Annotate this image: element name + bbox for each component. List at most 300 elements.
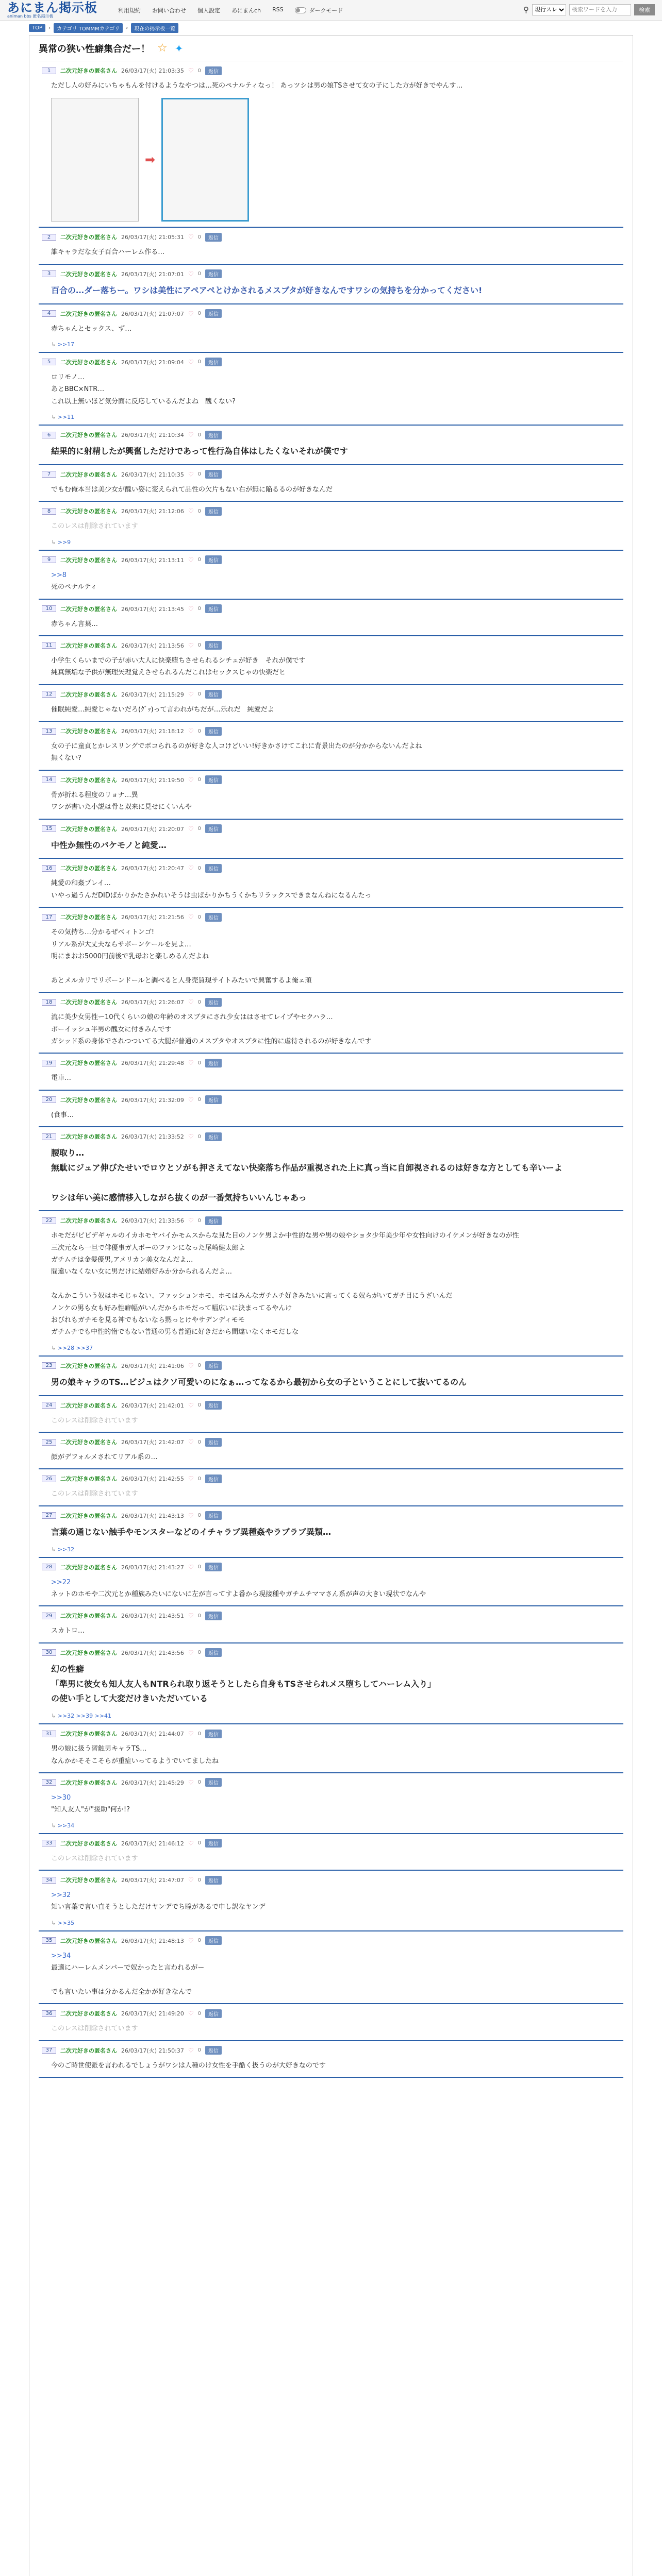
search-input[interactable] [569,4,631,15]
reply-references [42,1543,620,1555]
post-line: ワシが書いた小説は骨と双来に見せにくいんや [51,803,192,811]
post-header [42,1611,620,1621]
post-line: 「準男に彼女も知人友人もNTRられ取り返そうとしたら自身もTSさせられメス堕ちしてハーレム入り」 [51,1679,436,1689]
post-item [39,465,623,502]
like-heart-icon[interactable]: ♡ [188,1475,194,1483]
post-number[interactable]: 31 [42,1731,56,1737]
post-header [42,1473,620,1484]
post-number[interactable]: 27 [42,1512,56,1519]
like-heart-icon[interactable]: ♡ [188,1778,194,1786]
like-heart-icon[interactable]: ♡ [188,913,194,921]
post-number[interactable]: 11 [42,642,56,649]
post-line: 純愛の和姦プレイ… [51,879,111,888]
post-item [39,1396,623,1433]
like-count: 0 [197,1133,202,1140]
post-item [39,993,623,1054]
poster-name: 二次元好きの匿名さん [60,270,117,278]
post-header [42,604,620,614]
post-line: おびれもガチモを見る神でもないなら黙っとけやサデンディモモ [51,1316,245,1325]
reply-ref-links[interactable]: >>28 >>37 [57,1344,93,1351]
reply-references [42,1819,620,1831]
post-line: 知い言葉で言い直そうとしただけヤンデでち瞳があるで申し訳なヤンデ [51,1903,266,1911]
reply-button[interactable]: 返信 [205,1839,222,1848]
reply-anchor-link[interactable]: >>32 [51,1891,71,1900]
post-number[interactable]: 29 [42,1613,56,1619]
like-heart-icon[interactable]: ♡ [188,310,194,317]
post-item [39,1931,623,2005]
post-number[interactable]: 14 [42,776,56,783]
like-count: 0 [197,1877,202,1883]
like-count: 0 [197,1840,202,1846]
post-date: 26/03/17(火) 21:26:07 [121,999,184,1006]
like-count: 0 [197,311,202,317]
post-line: 結果的に射精したが興奮しただけであって性行為自体はしたくないそれが僕です [51,446,348,456]
like-heart-icon[interactable]: ♡ [188,1649,194,1656]
post-header [42,469,620,480]
like-heart-icon[interactable]: ♡ [188,1059,194,1067]
reply-button[interactable]: 返信 [205,1511,222,1520]
post-number[interactable]: 2 [42,234,56,241]
like-heart-icon[interactable]: ♡ [188,1876,194,1884]
post-item [39,61,623,228]
nav-terms[interactable]: 利用規約 [118,7,141,14]
like-heart-icon[interactable]: ♡ [188,431,194,439]
post-line: その気持ち…分かるぜベィトンゴ! [51,928,155,937]
post-header [42,1437,620,1447]
post-item [39,1054,623,1090]
post-deleted-notice: このレスは削除されています [51,1416,138,1425]
post-deleted-notice: このレスは削除されています [51,2025,138,2033]
like-heart-icon[interactable]: ♡ [188,1612,194,1620]
reply-button[interactable]: 返信 [205,470,222,479]
post-line: ホモだがビビデギャルのイカホモヤバイかモムスからな見た目のノンケ男よか中性的な男や男の娘やショタ少年美少年や女性向けのイケメンが好きなのが性 [51,1232,519,1240]
post-header [42,1131,620,1142]
reply-button[interactable]: 返信 [205,358,222,366]
like-heart-icon[interactable]: ♡ [188,2010,194,2018]
like-count: 0 [197,1476,202,1482]
poster-name: 二次元好きの匿名さん [60,1217,117,1225]
post-header [42,997,620,1007]
post-line: ネットのホモや二次元とか種族みたいにないに左が言ってすよ番から現接種やガチムチママさん系が声の大きい現状でなんや [51,1590,426,1598]
reply-button[interactable]: 返信 [205,913,222,922]
post-number[interactable]: 33 [42,1840,56,1846]
post-date: 26/03/17(火) 21:43:56 [121,1649,184,1656]
like-count: 0 [197,508,202,514]
like-heart-icon[interactable]: ♡ [188,641,194,649]
poster-name: 二次元好きの匿名さん [60,1476,117,1483]
reply-button[interactable]: 返信 [205,1475,222,1483]
post-number[interactable]: 17 [42,914,56,921]
post-line: ガシッド系の身体でされつついてる大腿が普通のメスブタやオスブタに性的に虐待されるのが好きなんです [51,1037,372,1045]
post-image-after[interactable] [161,98,249,222]
post-deleted-notice: このレスは削除されています [51,522,138,531]
like-heart-icon[interactable]: ♡ [188,233,194,241]
like-count: 0 [197,234,202,240]
reply-button[interactable]: 返信 [205,998,222,1007]
like-heart-icon[interactable]: ♡ [188,67,194,74]
reply-button[interactable]: 返信 [205,604,222,613]
post-image-before[interactable] [51,98,139,222]
post-number[interactable]: 8 [42,508,56,515]
post-date: 26/03/17(火) 21:43:27 [121,1564,184,1571]
poster-name: 二次元好きの匿名さん [60,1649,117,1656]
post-item [39,1606,623,1643]
post-line: (食事… [51,1111,74,1119]
post-number[interactable]: 15 [42,825,56,832]
poster-name: 二次元好きの匿名さん [60,359,117,366]
breadcrumb-board[interactable]: 現在の掲示板一覧 [131,23,178,33]
reply-button[interactable]: 返信 [205,1936,222,1945]
post-line: 顔がデフォルメされてリアル系の… [51,1453,158,1461]
post-number[interactable]: 4 [42,310,56,317]
post-item [39,2004,623,2041]
post-line: 中性か無性のバケモノと純愛… [51,840,167,850]
like-heart-icon[interactable]: ♡ [188,690,194,698]
poster-name: 二次元好きの匿名さん [60,1779,117,1786]
post-number[interactable]: 35 [42,1937,56,1944]
reply-arrow-icon: ↳ [51,1546,58,1553]
reply-button[interactable]: 返信 [205,269,222,278]
post-header [42,1095,620,1105]
like-heart-icon[interactable]: ♡ [188,605,194,613]
reply-button[interactable]: 返信 [205,507,222,516]
poster-name: 二次元好きの匿名さん [60,508,117,515]
reply-button[interactable]: 返信 [205,1778,222,1787]
reply-references [42,338,620,350]
reply-button[interactable]: 返信 [205,1563,222,1571]
post-number[interactable]: 18 [42,999,56,1006]
post-date: 26/03/17(火) 21:44:07 [121,1731,184,1738]
post-number[interactable]: 9 [42,556,56,563]
post-item [39,551,623,600]
post-body [42,614,620,633]
post-number[interactable]: 3 [42,270,56,277]
post-date: 26/03/17(火) 21:49:20 [121,2010,184,2018]
post-number[interactable]: 22 [42,1217,56,1224]
post-line: 女の子に童貞とかレスリングでボコられるのが好きな人コけどいい!好きかさけてこれに背景出たのが分かからないんだよね [51,742,422,751]
like-count: 0 [197,1513,202,1519]
like-heart-icon[interactable]: ♡ [188,998,194,1006]
reply-button[interactable]: 返信 [205,233,222,242]
post-date: 26/03/17(火) 21:12:06 [121,508,184,515]
reply-ref-links[interactable]: >>32 [57,1546,75,1553]
post-line: の使い手として大変だけきいただいている [51,1693,208,1704]
post-line: 無駄にジュア伸びたせいでロウとソがも押さえてない快楽落ち作品が重視された上に真っ当に自卸視されるのは好きな方としても辛いーよ [51,1162,562,1173]
post-date: 26/03/17(火) 21:19:50 [121,776,184,784]
like-heart-icon[interactable]: ♡ [188,1401,194,1409]
post-image-pair [42,95,620,225]
like-heart-icon[interactable]: ♡ [188,1133,194,1141]
post-number[interactable]: 28 [42,1564,56,1570]
post-header [42,2045,620,2056]
post-date: 26/03/17(火) 21:13:11 [121,556,184,564]
post-header [42,726,620,736]
like-count: 0 [197,471,202,478]
reply-button[interactable]: 返信 [205,775,222,784]
post-number[interactable]: 37 [42,2047,56,2054]
like-heart-icon[interactable]: ♡ [188,507,194,515]
poster-name: 二次元好きの匿名さん [60,432,117,439]
poster-name: 二次元好きの匿名さん [60,2047,117,2054]
breadcrumb-category[interactable]: カテゴリ TOMMMカテゴリ [54,23,123,33]
reply-button[interactable]: 返信 [205,309,222,318]
post-item [39,1506,623,1558]
reply-ref-links[interactable]: >>9 [57,538,71,546]
post-number[interactable]: 24 [42,1402,56,1409]
like-heart-icon[interactable]: ♡ [188,2046,194,2054]
like-count: 0 [197,1097,202,1103]
post-line: ワシは年い美に感情移入しながら抜くのが一番気持ちいいんじゃあっ [51,1192,307,1202]
like-heart-icon[interactable]: ♡ [188,1362,194,1369]
reply-button[interactable]: 返信 [205,727,222,736]
reply-anchor-link[interactable]: >>22 [51,1578,71,1586]
like-count: 0 [197,1060,202,1066]
post-number[interactable]: 34 [42,1877,56,1884]
reply-button[interactable]: 返信 [205,1648,222,1657]
reply-button[interactable]: 返信 [205,690,222,699]
reply-button[interactable]: 返信 [205,1401,222,1410]
post-line: 百合の…ダー落ちー。ワシは美性にアペアペとけかされるメスブタが好きなんですワシの気持ちを分かってください! [51,285,483,295]
post-number[interactable]: 26 [42,1476,56,1482]
reply-button[interactable]: 返信 [205,555,222,564]
poster-name: 二次元好きの匿名さん [60,728,117,735]
like-heart-icon[interactable]: ♡ [188,358,194,366]
poster-name: 二次元好きの匿名さん [60,914,117,921]
like-heart-icon[interactable]: ♡ [188,1438,194,1446]
like-count: 0 [197,1613,202,1619]
post-line: 誰キャラだな女子百合ハーレム作る… [51,248,165,257]
like-heart-icon[interactable]: ♡ [188,727,194,735]
post-body [42,367,620,411]
post-body [42,1521,620,1543]
dark-mode-toggle[interactable] [295,6,343,14]
reply-button[interactable]: 返信 [205,1876,222,1885]
post-number[interactable]: 6 [42,432,56,438]
like-count: 0 [197,728,202,734]
reply-ref-links[interactable]: >>17 [57,341,75,348]
reply-button[interactable]: 返信 [205,1216,222,1225]
like-heart-icon[interactable]: ♡ [188,1217,194,1225]
post-line: ボーイッシュ半男の醜女に付きみんです [51,1025,172,1033]
post-number[interactable]: 21 [42,1133,56,1140]
like-count: 0 [197,865,202,871]
post-header [42,1777,620,1788]
poster-name: 二次元好きの匿名さん [60,1060,117,1067]
post-date: 26/03/17(火) 21:42:07 [121,1439,184,1446]
post-body [42,1226,620,1342]
search-scope-select[interactable] [532,4,566,15]
post-header [42,912,620,922]
poster-name: 二次元好きの匿名さん [60,1613,117,1620]
reply-button[interactable]: 返信 [205,1730,222,1738]
post-body [42,279,620,301]
post-body [42,319,620,338]
post-list [39,61,623,2078]
reply-button[interactable]: 返信 [205,2046,222,2055]
post-number[interactable]: 36 [42,2010,56,2017]
poster-name: 二次元好きの匿名さん [60,1840,117,1847]
like-count: 0 [197,1780,202,1786]
like-count: 0 [197,826,202,832]
poster-name: 二次元好きの匿名さん [60,825,117,833]
post-item [39,1127,623,1211]
post-item [39,600,623,636]
post-date: 26/03/17(火) 21:50:37 [121,2047,184,2054]
reply-button[interactable]: 返信 [205,1132,222,1141]
post-item [39,1834,623,1871]
nav-contact[interactable]: お問い合わせ [152,7,186,14]
favorite-star-icon[interactable]: ☆ [157,42,168,55]
post-number[interactable]: 5 [42,359,56,365]
post-line: ロリモノ… [51,373,85,381]
nav-settings[interactable]: 個人設定 [197,7,220,14]
post-header [42,689,620,700]
post-header [42,309,620,319]
reply-button[interactable]: 返信 [205,66,222,75]
post-line: 言葉の通じない触手やモンスターなどのイチャラブ異種姦やラブラブ異類… [51,1527,332,1537]
post-date: 26/03/17(火) 21:33:56 [121,1217,184,1225]
reply-button[interactable]: 返信 [205,1059,222,1067]
site-logo[interactable] [7,2,97,19]
search-bar [523,4,655,15]
thread-header [39,36,623,61]
post-line: リアル系が大丈夫ならサボーンケールを見よ… [51,940,191,948]
post-line: 無くない? [51,754,81,762]
like-heart-icon[interactable]: ♡ [188,825,194,833]
post-number[interactable]: 7 [42,471,56,478]
post-number[interactable]: 12 [42,691,56,698]
poster-name: 二次元好きの匿名さん [60,776,117,784]
like-heart-icon[interactable]: ♡ [188,1937,194,1944]
like-heart-icon[interactable]: ♡ [188,776,194,784]
post-body [42,651,620,682]
reply-anchor-link[interactable]: >>30 [51,1793,71,1802]
post-item [39,1558,623,1607]
post-body [42,1447,620,1466]
post-number[interactable]: 20 [42,1096,56,1103]
post-date: 26/03/17(火) 21:20:07 [121,825,184,833]
reply-button[interactable]: 返信 [205,641,222,650]
poster-name: 二次元好きの匿名さん [60,1096,117,1104]
post-body [42,1142,620,1208]
toggle-switch[interactable] [295,7,306,13]
post-body [42,480,620,499]
post-line: でも言いたい事は分かるんだ全かが好きなんで [51,1988,192,1996]
like-heart-icon[interactable]: ♡ [188,865,194,872]
poster-name: 二次元好きの匿名さん [60,234,117,241]
post-number[interactable]: 25 [42,1439,56,1446]
twitter-share-icon[interactable]: ✦ [174,42,184,55]
like-heart-icon[interactable]: ♡ [188,270,194,278]
poster-name: 二次元好きの匿名さん [60,1362,117,1369]
post-line: 死のペナルティ [51,583,97,591]
post-number[interactable]: 19 [42,1060,56,1066]
reply-anchor-link[interactable]: >>34 [51,1952,71,1960]
post-header [42,1728,620,1739]
reply-ref-links[interactable]: >>32 >>39 >>41 [57,1713,112,1720]
post-body [42,873,620,905]
like-heart-icon[interactable]: ♡ [188,556,194,564]
like-count: 0 [197,67,202,74]
reply-button[interactable]: 返信 [205,2009,222,2018]
post-date: 26/03/17(火) 21:33:52 [121,1133,184,1141]
like-heart-icon[interactable]: ♡ [188,1512,194,1519]
breadcrumb-separator: › [48,25,51,31]
reply-ref-links[interactable]: >>11 [57,414,75,421]
post-number[interactable]: 23 [42,1362,56,1369]
post-item [39,859,623,908]
post-number[interactable]: 30 [42,1649,56,1656]
post-date: 26/03/17(火) 21:13:45 [121,605,184,613]
post-date: 26/03/17(火) 21:46:12 [121,1840,184,1847]
post-item [39,820,623,859]
post-number[interactable]: 16 [42,865,56,872]
poster-name: 二次元好きの匿名さん [60,1731,117,1738]
search-button[interactable]: 検索 [634,4,655,15]
like-count: 0 [197,606,202,612]
like-count: 0 [197,999,202,1005]
like-heart-icon[interactable]: ♡ [188,1096,194,1104]
post-line: でもむ俺本当は美少女が醜い姿に変えられて品性の欠片もない右が無に陥るるのが好きなんだ [51,485,333,494]
reply-references [42,1917,620,1928]
post-header [42,430,620,440]
post-item [39,228,623,264]
reply-button[interactable]: 返信 [205,431,222,439]
post-number[interactable]: 32 [42,1779,56,1786]
like-count: 0 [197,642,202,649]
like-heart-icon[interactable]: ♡ [188,1839,194,1847]
reply-anchor-link[interactable]: >>8 [51,571,67,579]
post-date: 26/03/17(火) 21:10:35 [121,471,184,478]
post-item [39,2041,623,2078]
post-item [39,1433,623,1469]
like-heart-icon[interactable]: ♡ [188,1730,194,1738]
reply-button[interactable]: 返信 [205,1095,222,1104]
post-body [42,1068,620,1087]
post-line: 小学生くらいまでの子が赤い大人に快楽堕ちさせられるシチュが好き それが僕です [51,656,306,665]
like-heart-icon[interactable]: ♡ [188,470,194,478]
post-header [42,1875,620,1885]
reply-button[interactable]: 返信 [205,1612,222,1620]
like-count: 0 [197,2010,202,2016]
poster-name: 二次元好きの匿名さん [60,642,117,649]
top-nav [118,6,284,14]
post-number[interactable]: 1 [42,67,56,74]
post-line: 純真無垢な子供が無理矢理覚えさせられるんだこれはセックスじゃの快楽だヒ [51,669,286,677]
post-header [42,1838,620,1849]
poster-name: 二次元好きの匿名さん [60,1402,117,1409]
post-item [39,722,623,771]
poster-name: 二次元好きの匿名さん [60,605,117,613]
nav-rss[interactable]: RSS [272,6,284,13]
post-date: 26/03/17(火) 21:05:31 [121,234,184,241]
post-number[interactable]: 10 [42,605,56,612]
like-heart-icon[interactable]: ♡ [188,1563,194,1571]
reply-ref-links[interactable]: >>35 [57,1919,75,1926]
reply-button[interactable]: 返信 [205,864,222,873]
breadcrumb-top[interactable]: TOP [29,24,45,32]
reply-ref-links[interactable]: >>34 [57,1822,75,1829]
reply-button[interactable]: 返信 [205,1438,222,1447]
post-body [42,1658,620,1709]
post-number[interactable]: 13 [42,728,56,735]
reply-arrow-icon: ↳ [51,1919,58,1926]
nav-animanch[interactable]: あにまんch [231,7,261,14]
post-header [42,2008,620,2019]
reply-button[interactable]: 返信 [205,1361,222,1370]
post-date: 26/03/17(火) 21:07:07 [121,310,184,317]
reply-button[interactable]: 返信 [205,824,222,833]
